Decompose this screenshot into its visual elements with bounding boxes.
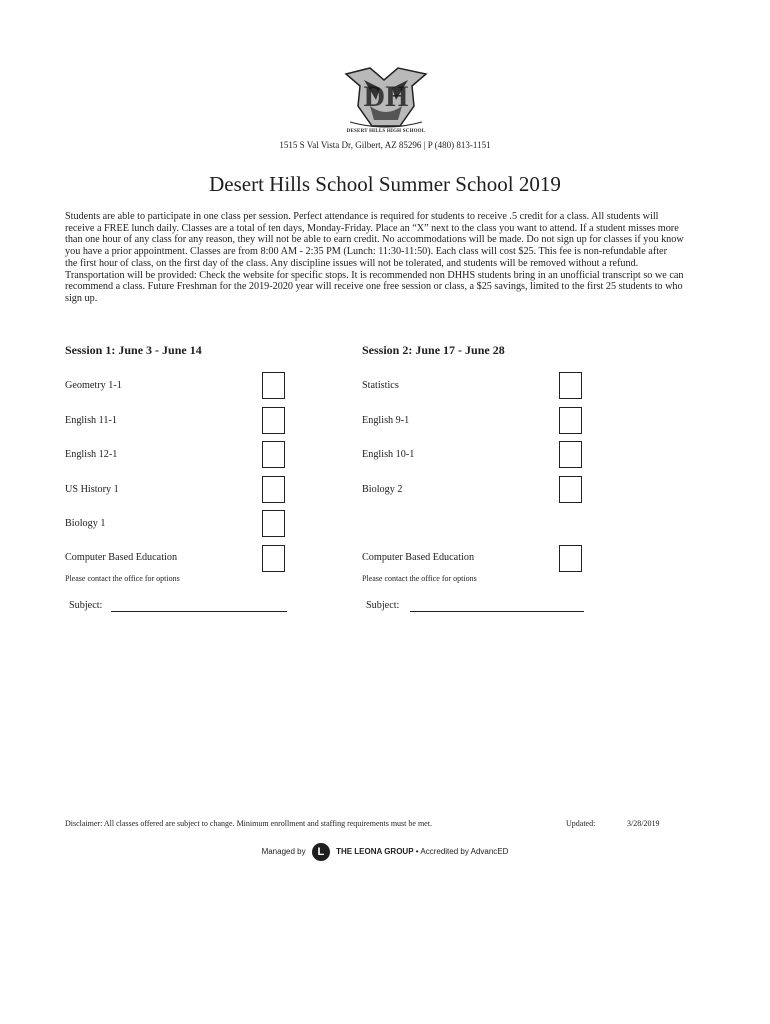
page-title: Desert Hills School Summer School 2019: [209, 172, 561, 196]
intro-line: you have a prior appointment. Classes are from 8:00 AM - 2:35 PM (Lunch: 11:30-11:50). Each class will cost $25. This fee is non-refundable after: [65, 246, 667, 258]
intro-line: recommend a class. Future Freshman for the 2019-2020 year will receive one free session or class, a $25 savings, limited to the first 25 students to who: [65, 281, 683, 293]
session1-class-label: US History 1: [65, 484, 119, 495]
updated-label: Updated:: [566, 819, 596, 828]
group-name: THE LEONA GROUP: [336, 847, 414, 857]
session1-class-checkbox[interactable]: [262, 545, 285, 572]
session1-class-label: English 12-1: [65, 449, 118, 460]
session2-class-checkbox[interactable]: [559, 441, 582, 468]
session2-subject-label: Subject:: [366, 600, 400, 611]
session2-class-label: Computer Based Education: [362, 552, 475, 563]
session2-class-checkbox[interactable]: [559, 372, 582, 399]
session2-class-checkbox[interactable]: [559, 545, 582, 572]
session1-class-label: English 11-1: [65, 415, 117, 426]
session2-class-label: Biology 2: [362, 484, 403, 495]
session1-class-checkbox[interactable]: [262, 476, 285, 503]
session1-class-checkbox[interactable]: [262, 407, 285, 434]
session1-subject-field[interactable]: [111, 611, 287, 612]
disclaimer: Disclaimer: All classes offered are subject to change. Minimum enrollment and staffing requirements must be met.: [65, 819, 432, 828]
intro-line: sign up.: [65, 292, 98, 304]
session1-class-label: Computer Based Education: [65, 552, 178, 563]
session2-class-label: Statistics: [362, 380, 399, 391]
session2-class-label: English 9-1: [362, 415, 410, 426]
intro-line: Students are able to participate in one class per session. Perfect attendance is required for students to receive .5 credit for a class. All students will: [65, 211, 659, 222]
session1-class-checkbox[interactable]: [262, 510, 285, 537]
session1-class-label: Geometry 1-1: [65, 380, 122, 391]
leona-group-logo-icon: L: [312, 843, 330, 861]
session1-note: Please contact the office for options: [65, 574, 180, 583]
updated-date: 3/28/2019: [627, 819, 660, 828]
session1-class-checkbox[interactable]: [262, 441, 285, 468]
intro-line: Transportation will be provided: Check the website for specific stops. It is recommended non DHHS students bring in an unofficial transcript so we can: [65, 269, 684, 281]
session2-class-label: English 10-1: [362, 449, 415, 460]
separator-dot: •: [415, 847, 419, 857]
school-logo: [340, 66, 432, 138]
session1-class-label: Biology 1: [65, 518, 106, 529]
intro-line: the first hour of class, on the first day of the class. Any discipline issues will not be tolerated, and students will be removed without a refund.: [65, 257, 639, 269]
session1-subject-label: Subject:: [69, 600, 103, 611]
session2-class-checkbox[interactable]: [559, 407, 582, 434]
session2-class-checkbox[interactable]: [559, 476, 582, 503]
session2-subject-field[interactable]: [410, 611, 584, 612]
accreditation-text: Accredited by AdvancED: [420, 847, 509, 857]
session2-note: Please contact the office for options: [362, 574, 477, 583]
footer-branding: [0, 843, 770, 861]
svg-text:DH: DH: [363, 80, 409, 113]
session2-heading: Session 2: June 17 - June 28: [362, 343, 505, 357]
intro-paragraph: [65, 211, 707, 305]
managed-by-text: Managed by: [261, 847, 306, 857]
school-address: 1515 S Val Vista Dr, Gilbert, AZ 85296 | P (480) 813-1151: [279, 140, 491, 150]
logo-caption: DESERT HILLS HIGH SCHOOL: [346, 129, 426, 134]
intro-line: than one hour of any class for any reason, they will not be able to earn credit. No accommodations will be made. Do not sign up for classes if you know: [65, 234, 684, 246]
intro-line: receive a FREE lunch daily. Classes are a total of ten days, Monday-Friday. Place an “X” next to the class you want to attend. If a student misses more: [65, 222, 679, 234]
session1-heading: Session 1: June 3 - June 14: [65, 343, 202, 357]
session1-class-checkbox[interactable]: [262, 372, 285, 399]
